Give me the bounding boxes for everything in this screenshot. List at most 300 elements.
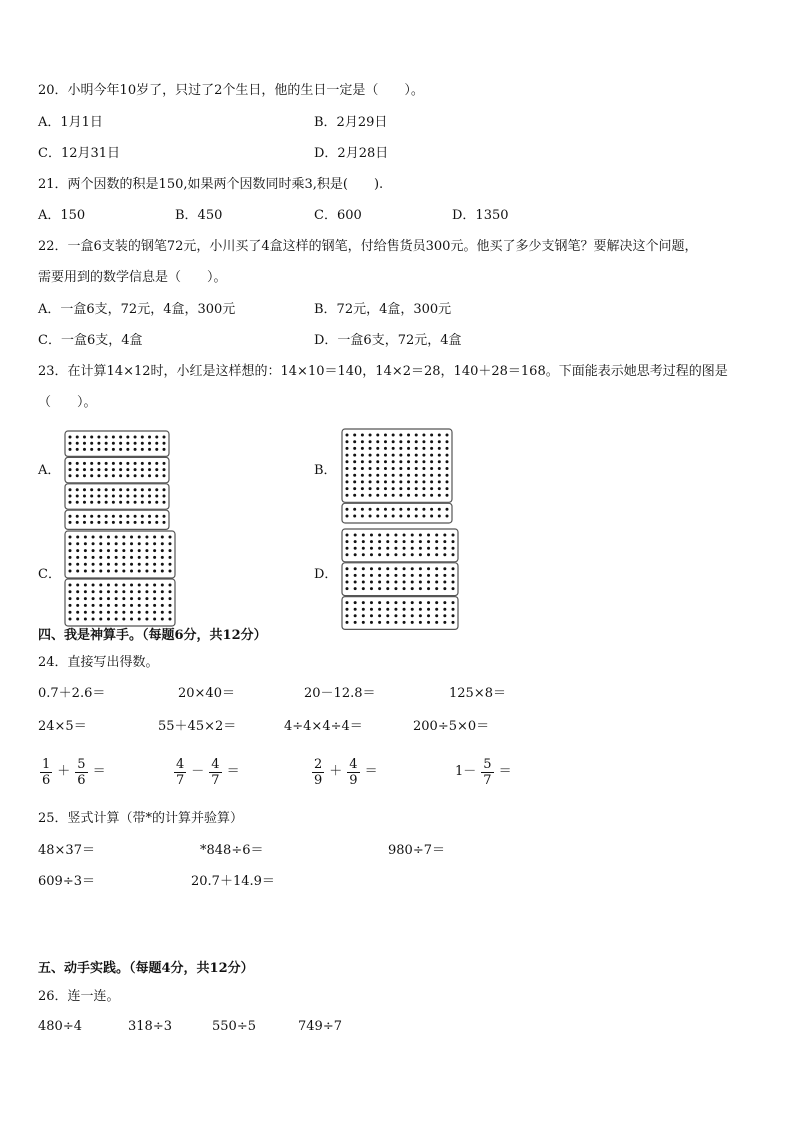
dot [76, 462, 79, 465]
dot [435, 540, 438, 543]
dot [122, 597, 125, 600]
dot [438, 474, 441, 477]
dot [392, 467, 395, 470]
dot [427, 534, 430, 537]
q20-option-a[interactable]: A．1月1日 [38, 115, 103, 130]
dot [443, 540, 446, 543]
dot [99, 549, 102, 552]
dot [403, 581, 406, 584]
dot [99, 570, 102, 573]
dot [362, 608, 365, 611]
dot [392, 440, 395, 443]
dot [69, 556, 72, 559]
dot [161, 570, 164, 573]
dot [354, 534, 357, 537]
dot [161, 597, 164, 600]
dot [153, 563, 156, 566]
dot [161, 604, 164, 607]
dot [399, 494, 402, 497]
dot [92, 556, 95, 559]
q23-figure-a[interactable] [64, 430, 170, 514]
dot [386, 587, 389, 590]
dot [411, 553, 414, 556]
dot [130, 563, 133, 566]
dot [163, 488, 166, 491]
dot [69, 604, 72, 607]
dot [435, 587, 438, 590]
dot [386, 601, 389, 604]
q23-option-a-label[interactable]: A． [38, 463, 61, 478]
dot [370, 601, 373, 604]
dot [76, 570, 79, 573]
dot [443, 534, 446, 537]
dot [134, 436, 137, 439]
dot [126, 495, 129, 498]
dot [346, 440, 349, 443]
dot [361, 494, 364, 497]
dot [346, 574, 349, 577]
dot [76, 584, 79, 587]
dot [119, 448, 122, 451]
dot [346, 515, 349, 518]
dot [446, 508, 449, 511]
dot [435, 614, 438, 617]
dot [370, 540, 373, 543]
dot [435, 601, 438, 604]
dot [90, 488, 93, 491]
dot [407, 434, 410, 437]
dot [430, 494, 433, 497]
dot [346, 614, 349, 617]
dot [138, 584, 141, 587]
dot [169, 556, 172, 559]
dot [369, 515, 372, 518]
q23-figure-d[interactable] [341, 528, 459, 621]
dot [169, 590, 172, 593]
dot [90, 436, 93, 439]
dot [430, 434, 433, 437]
q22-option-b[interactable]: B．72元，4盒，300元 [314, 302, 452, 317]
dot [430, 440, 433, 443]
dot [415, 515, 418, 518]
dot [354, 567, 357, 570]
dot [169, 611, 172, 614]
dot [415, 494, 418, 497]
dot [361, 480, 364, 483]
dot [346, 434, 349, 437]
dot [430, 460, 433, 463]
dot [115, 597, 118, 600]
dot [446, 467, 449, 470]
dot [394, 621, 397, 624]
dot [76, 515, 79, 518]
dot [105, 448, 108, 451]
dot [130, 570, 133, 573]
q21-option-d[interactable]: D．1350 [452, 208, 509, 223]
dot [384, 480, 387, 483]
dot [411, 601, 414, 604]
dot [346, 467, 349, 470]
dot [361, 487, 364, 490]
dot [90, 442, 93, 445]
dot [354, 540, 357, 543]
dot [443, 581, 446, 584]
q23-stem-line1: 23．在计算14×12时，小红是这样想的：14×10＝140，14×2＝28，140＋28＝168。下面能表示她思考过程的图是 [38, 364, 728, 379]
q24-fraction-item-4: 1－ $\frac{5}{7}$ ＝ [455, 756, 512, 788]
dot [148, 442, 151, 445]
dot [99, 604, 102, 607]
q22-option-a[interactable]: A．一盒6支，72元，4盒，300元 [38, 302, 236, 317]
dot [169, 563, 172, 566]
dot [411, 547, 414, 550]
dot [419, 553, 422, 556]
dot [353, 454, 356, 457]
dot [384, 494, 387, 497]
dot [83, 515, 86, 518]
dot [394, 587, 397, 590]
dot [163, 515, 166, 518]
dot [415, 480, 418, 483]
q22-stem-line1: 22．一盒6支装的钢笔72元，小川买了4盒这样的钢笔，付给售货员300元。他买了多少支钢笔？要解决这个问题， [38, 239, 698, 254]
dot [422, 515, 425, 518]
q20-option-d[interactable]: D．2月28日 [314, 146, 389, 161]
q24-item: 200÷5×0＝ [413, 719, 490, 734]
dot [427, 553, 430, 556]
dot [384, 460, 387, 463]
dot [107, 563, 110, 566]
dot [443, 553, 446, 556]
dot [148, 521, 151, 524]
dot [354, 587, 357, 590]
dot [386, 581, 389, 584]
dot [407, 508, 410, 511]
dot [427, 614, 430, 617]
dot [153, 536, 156, 539]
dot [138, 556, 141, 559]
dot [99, 584, 102, 587]
dot [403, 587, 406, 590]
dot [443, 621, 446, 624]
dot [119, 501, 122, 504]
dot [376, 454, 379, 457]
dot [452, 553, 455, 556]
dot [392, 454, 395, 457]
dot [97, 468, 100, 471]
dot [346, 487, 349, 490]
dot [361, 508, 364, 511]
dot [84, 604, 87, 607]
q23-option-b-label[interactable]: B． [314, 463, 337, 478]
dot [84, 536, 87, 539]
q23-option-c-label[interactable]: C． [38, 567, 61, 582]
dot [392, 460, 395, 463]
q21-option-c[interactable]: C．600 [314, 208, 362, 223]
dot [384, 440, 387, 443]
dot [83, 442, 86, 445]
dot [415, 467, 418, 470]
dot [145, 536, 148, 539]
dot [394, 540, 397, 543]
dot [105, 495, 108, 498]
dot [419, 567, 422, 570]
dot [69, 474, 72, 477]
dot [376, 467, 379, 470]
dot [403, 621, 406, 624]
dot [76, 448, 79, 451]
dot [92, 563, 95, 566]
dot [148, 501, 151, 504]
dot [435, 574, 438, 577]
dot [145, 549, 148, 552]
dot [83, 448, 86, 451]
dot [99, 556, 102, 559]
dot [83, 468, 86, 471]
dot [353, 460, 356, 463]
dot [69, 542, 72, 545]
dot [141, 521, 144, 524]
dot [419, 601, 422, 604]
dot [346, 494, 349, 497]
dot [354, 614, 357, 617]
dot [407, 480, 410, 483]
dot [155, 448, 158, 451]
dot [107, 611, 110, 614]
dot [369, 434, 372, 437]
dot-bar [65, 510, 169, 529]
q25-item: 980÷7＝ [388, 843, 445, 858]
dot [353, 474, 356, 477]
dot [353, 467, 356, 470]
dot [430, 487, 433, 490]
dot [112, 468, 115, 471]
dot [394, 553, 397, 556]
dot [346, 621, 349, 624]
dot [435, 547, 438, 550]
dot [399, 440, 402, 443]
q22-stem-line2: 需要用到的数学信息是（ ）。 [38, 270, 227, 285]
dot-bar [65, 579, 175, 626]
dot [446, 440, 449, 443]
q21-option-a[interactable]: A．150 [38, 208, 86, 223]
dot [161, 611, 164, 614]
dot [422, 434, 425, 437]
dot [83, 462, 86, 465]
dot [353, 508, 356, 511]
dot [163, 442, 166, 445]
dot [83, 495, 86, 498]
dot [384, 508, 387, 511]
dot [112, 495, 115, 498]
q20-option-b[interactable]: B．2月29日 [314, 115, 388, 130]
dot [376, 508, 379, 511]
dot [134, 474, 137, 477]
dot [369, 467, 372, 470]
dot [126, 462, 129, 465]
dot [411, 581, 414, 584]
q23-figure-b[interactable] [341, 428, 453, 516]
dot [141, 468, 144, 471]
dot [427, 581, 430, 584]
dot [427, 574, 430, 577]
dot [169, 584, 172, 587]
dot [99, 618, 102, 621]
dot [422, 454, 425, 457]
dot [76, 618, 79, 621]
dot [161, 590, 164, 593]
dot [69, 597, 72, 600]
dot [134, 488, 137, 491]
dot [90, 515, 93, 518]
dot [115, 570, 118, 573]
dot [107, 570, 110, 573]
q24-item: 4÷4×4÷4＝ [284, 719, 363, 734]
dot [346, 540, 349, 543]
dot-bar [342, 503, 452, 523]
dot [169, 542, 172, 545]
dot [376, 494, 379, 497]
dot [362, 614, 365, 617]
q22-option-d[interactable]: D．一盒6支，72元，4盒 [314, 333, 462, 348]
dot [115, 611, 118, 614]
dot [407, 454, 410, 457]
dot [370, 614, 373, 617]
dot [69, 549, 72, 552]
dot [403, 601, 406, 604]
dot-bar [342, 597, 458, 630]
dot [84, 542, 87, 545]
dot [115, 536, 118, 539]
dot [446, 434, 449, 437]
dot [362, 547, 365, 550]
dot [376, 460, 379, 463]
dot [346, 608, 349, 611]
dot [443, 567, 446, 570]
dot [126, 501, 129, 504]
dot [399, 434, 402, 437]
dot [112, 442, 115, 445]
dot [346, 474, 349, 477]
dot [369, 508, 372, 511]
dot [452, 621, 455, 624]
dot [346, 534, 349, 537]
dot-bar [342, 529, 458, 562]
q21-option-b[interactable]: B．450 [175, 208, 223, 223]
dot [115, 556, 118, 559]
dot [446, 474, 449, 477]
dot [392, 487, 395, 490]
dot [362, 553, 365, 556]
dot [370, 547, 373, 550]
q25-item: 48×37＝ [38, 843, 95, 858]
dot [134, 521, 137, 524]
q26-stem: 26．连一连。 [38, 989, 120, 1004]
q23-figure-c[interactable] [64, 530, 176, 621]
dot [76, 442, 79, 445]
dot [69, 570, 72, 573]
dot [83, 521, 86, 524]
dot [403, 574, 406, 577]
dot [107, 584, 110, 587]
dot [107, 536, 110, 539]
dot [84, 618, 87, 621]
dot [403, 547, 406, 550]
dot [353, 494, 356, 497]
fraction: $\frac{4}{7}$ [211, 756, 220, 788]
dot [422, 494, 425, 497]
dot-bar [65, 484, 169, 509]
dot [354, 621, 357, 624]
dot [407, 474, 410, 477]
dot [138, 604, 141, 607]
dot [155, 515, 158, 518]
dot [92, 549, 95, 552]
dot [148, 448, 151, 451]
dot [69, 495, 72, 498]
dot [163, 495, 166, 498]
dot [141, 515, 144, 518]
dot [446, 480, 449, 483]
dot [353, 487, 356, 490]
dot [361, 474, 364, 477]
dot [145, 597, 148, 600]
dot [134, 448, 137, 451]
dot [76, 597, 79, 600]
dot [430, 454, 433, 457]
q23-option-d-label[interactable]: D． [314, 567, 338, 582]
dot [394, 608, 397, 611]
dot [378, 608, 381, 611]
dot [376, 487, 379, 490]
dot [141, 501, 144, 504]
dot [76, 474, 79, 477]
dot [411, 608, 414, 611]
dot [134, 442, 137, 445]
dot-bar [342, 429, 452, 502]
dot [115, 590, 118, 593]
dot [370, 621, 373, 624]
dot [427, 601, 430, 604]
dot [97, 488, 100, 491]
dot [112, 448, 115, 451]
dot [119, 495, 122, 498]
dot [370, 587, 373, 590]
dot [69, 536, 72, 539]
dot [115, 563, 118, 566]
dot [394, 567, 397, 570]
dot [446, 494, 449, 497]
dot [422, 487, 425, 490]
dot [99, 597, 102, 600]
dot [407, 460, 410, 463]
dot [438, 515, 441, 518]
dot [134, 515, 137, 518]
dot [138, 542, 141, 545]
dot [107, 542, 110, 545]
dot-bar [342, 563, 458, 596]
dot [443, 601, 446, 604]
dot [83, 474, 86, 477]
dot [361, 434, 364, 437]
q20-option-c[interactable]: C．12月31日 [38, 146, 121, 161]
dot [369, 480, 372, 483]
dot [105, 462, 108, 465]
dot [392, 515, 395, 518]
dot [161, 549, 164, 552]
dot [430, 515, 433, 518]
dot [452, 587, 455, 590]
q22-option-c[interactable]: C．一盒6支，4盒 [38, 333, 143, 348]
dot [452, 574, 455, 577]
